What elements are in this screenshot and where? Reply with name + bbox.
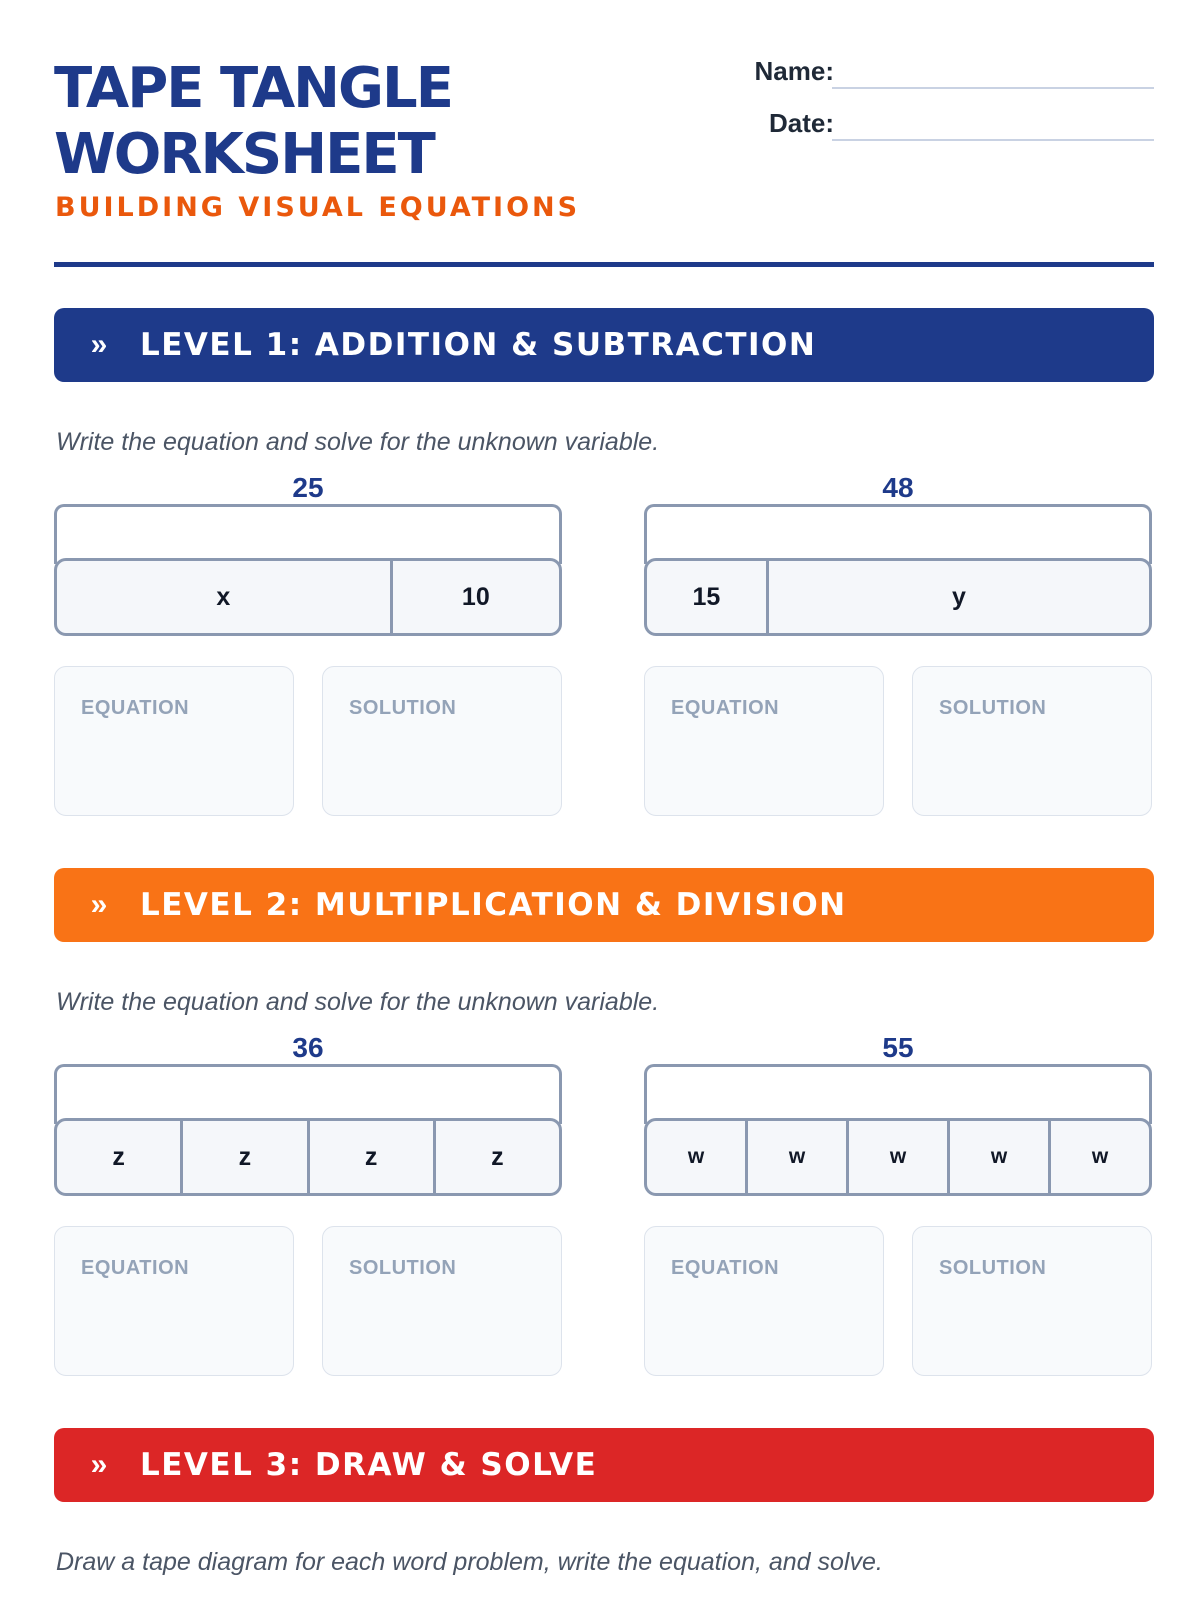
tape-segment: 15 xyxy=(647,561,769,633)
double-chevron-right-icon: » xyxy=(90,328,108,361)
worksheet-subtitle: BUILDING VISUAL EQUATIONS xyxy=(55,192,581,223)
tape-total-bracket xyxy=(644,504,1152,564)
solution-label: SOLUTION xyxy=(349,697,457,719)
tape-total-bracket xyxy=(54,1064,562,1124)
level-1-instruction: Write the equation and solve for the unknown variable. xyxy=(56,428,660,456)
title-line-2: WORKSHEET xyxy=(54,122,434,187)
worksheet-title xyxy=(54,56,614,188)
tape-bar xyxy=(644,558,1152,636)
tape-segment: z xyxy=(183,1121,309,1193)
date-field[interactable] xyxy=(680,108,1160,148)
solution-box[interactable] xyxy=(322,666,562,816)
double-chevron-right-icon: » xyxy=(90,888,108,921)
tape-diagram-2b xyxy=(644,1032,1152,1168)
solution-box[interactable] xyxy=(912,666,1152,816)
tape-segment: 10 xyxy=(461,582,490,611)
equation-box[interactable] xyxy=(644,1226,884,1376)
equation-label: EQUATION xyxy=(81,697,190,719)
level-1-title: LEVEL 1: ADDITION & SUBTRACTION xyxy=(140,327,817,363)
level-3-banner xyxy=(54,1428,1154,1502)
date-label: Date: xyxy=(768,108,834,138)
tape-segment: w xyxy=(647,1121,748,1193)
tape-total-bracket xyxy=(54,504,562,564)
equation-label: EQUATION xyxy=(671,1257,780,1279)
equation-box[interactable] xyxy=(54,1226,294,1376)
level-3-instruction: Draw a tape diagram for each word problem, write the equation, and solve. xyxy=(56,1548,883,1576)
tape-diagram-1a xyxy=(54,472,562,611)
title-line-1: TAPE TANGLE xyxy=(54,56,452,121)
double-chevron-right-icon: » xyxy=(90,1448,108,1481)
equation-box[interactable] xyxy=(54,666,294,816)
tape-segment: z xyxy=(491,1142,504,1171)
name-label: Name: xyxy=(754,56,834,86)
tape-total: 55 xyxy=(882,1032,914,1063)
tape-segment: y xyxy=(951,582,966,611)
level-2-banner xyxy=(54,868,1154,942)
tape-bar xyxy=(644,1118,1152,1196)
solution-label: SOLUTION xyxy=(939,1257,1047,1279)
tape-total-bracket xyxy=(644,1064,1152,1124)
level-2-title: LEVEL 2: MULTIPLICATION & DIVISION xyxy=(140,887,847,923)
tape-bar xyxy=(54,1118,562,1196)
equation-label: EQUATION xyxy=(671,697,780,719)
tape-segment: x xyxy=(57,561,393,633)
tape-segment: w xyxy=(748,1121,849,1193)
tape-diagram-1b xyxy=(644,472,1152,611)
tape-segment: w xyxy=(950,1121,1051,1193)
level-2-instruction: Write the equation and solve for the unknown variable. xyxy=(56,988,660,1016)
level-3-title: LEVEL 3: DRAW & SOLVE xyxy=(140,1447,598,1483)
name-field[interactable] xyxy=(680,56,1160,96)
tape-segment: w xyxy=(1091,1145,1109,1168)
solution-label: SOLUTION xyxy=(939,697,1047,719)
tape-diagram-2a xyxy=(54,1032,562,1171)
equation-box[interactable] xyxy=(644,666,884,816)
tape-segment: w xyxy=(849,1121,950,1193)
tape-bar xyxy=(54,558,562,636)
equation-label: EQUATION xyxy=(81,1257,190,1279)
tape-total: 36 xyxy=(292,1032,324,1063)
tape-total: 25 xyxy=(292,472,324,503)
solution-box[interactable] xyxy=(322,1226,562,1376)
name-line[interactable] xyxy=(832,87,1154,89)
tape-segment: z xyxy=(310,1121,436,1193)
header-divider xyxy=(54,262,1154,267)
level-1-banner xyxy=(54,308,1154,382)
tape-segment: z xyxy=(57,1121,183,1193)
solution-box[interactable] xyxy=(912,1226,1152,1376)
tape-total: 48 xyxy=(882,472,914,503)
solution-label: SOLUTION xyxy=(349,1257,457,1279)
date-line[interactable] xyxy=(832,139,1154,141)
